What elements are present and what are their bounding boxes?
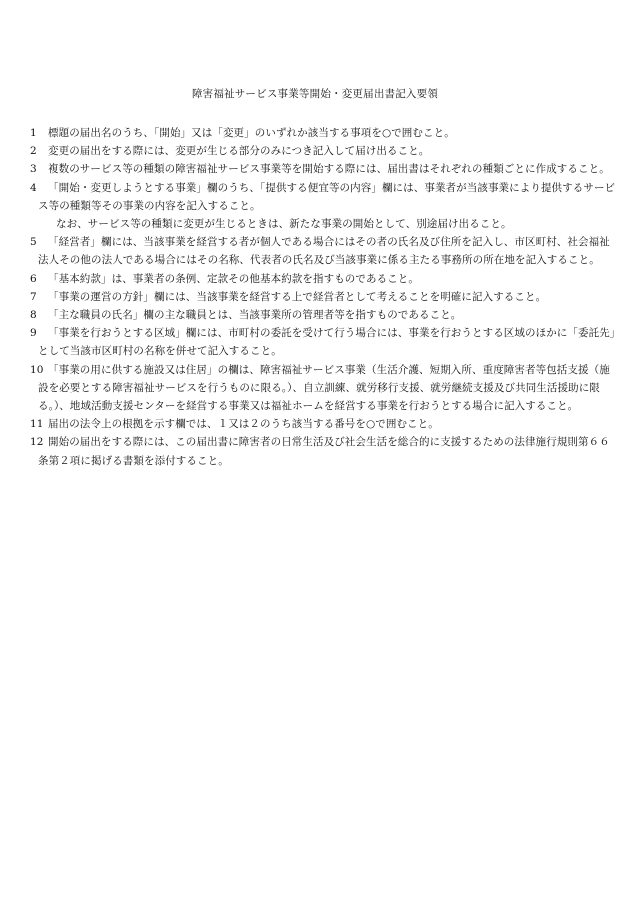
list-item: [20, 179, 616, 215]
list-item: [20, 288, 616, 306]
document-title: 障害福祉サービス事業等開始・変更届出書記入要領: [191, 88, 439, 100]
item-number: 7: [30, 290, 37, 303]
item-number: 1: [30, 127, 37, 139]
item-text: 届出の法令上の根拠を示す欄では、１又は２のうち該当する番号を○で囲むこと。: [48, 418, 439, 431]
item-number: 2: [30, 145, 37, 158]
item-text: 開始の届出をする際には、この届出書に障害者の日常生活及び社会生活を総合的に支援するための法律施行規則第６６条第２項に掲げる書類を添付すること。: [38, 436, 610, 467]
list-item: [20, 270, 616, 288]
item-number: 3: [30, 163, 37, 176]
list-item: [20, 361, 616, 416]
list-item: [20, 433, 616, 469]
item-text: 複数のサービス等の種類の障害福祉サービス事業等を開始する際には、届出書はそれぞれの種類ごとに作成すること。: [48, 163, 610, 176]
list-item: [20, 233, 616, 269]
list-item: [20, 142, 616, 160]
list-item: [20, 160, 616, 178]
item-number: 11: [30, 418, 44, 431]
item-number: 12: [30, 436, 44, 449]
instruction-list: [20, 124, 616, 470]
item-text: 「事業の運営の方針」欄には、当該事業を経営する上で経営者として考えることを明確に記入すること。: [48, 290, 547, 303]
item-number: 10: [30, 363, 44, 376]
item-text: 「経営者」欄には、当該事業を経営する者が個人である場合にはその者の氏名及び住所を記入し、市区町村、社会福祉法人その他の法人である場合にはその名称、代表者の氏名及び当該事業に係る主たる事務所の所在地を記入すること。: [38, 236, 610, 267]
item-note: なお、サービス等の種類に変更が生じるときは、新たな事業の開始として、別途届け出ること。: [56, 218, 512, 231]
item-text: 「基本約款」は、事業者の条例、定款その他基本約款を指すものであること。: [48, 272, 419, 285]
item-number: 5: [30, 236, 37, 249]
item-number: 8: [30, 309, 37, 322]
item-number: 6: [30, 272, 37, 285]
item-text: 「事業を行おうとする区域」欄には、市町村の委託を受けて行う場合には、事業を行おうとする区域のほかに「委託先」として当該市区町村の名称を併せて記入すること。: [38, 327, 616, 358]
item-number: 4: [30, 181, 37, 194]
item-number: 9: [30, 327, 37, 340]
item-text: 「事業の用に供する施設又は住居」の欄は、障害福祉サービス事業（生活介護、短期入所、重度障害者等包括支援（施設を必要とする障害福祉サービスを行うものに限る。）、自立訓練、就労移行支援、就労継続支援及び共同生活援助に限る。）、地域活動支援センターを経営する事業又は福祉ホームを経営する事業を行おうとする場合に記入すること。: [38, 363, 610, 413]
item-text: 「主な職員の氏名」欄の主な職員とは、当該事業所の管理者等を指すものであること。: [48, 309, 462, 322]
list-item: [20, 324, 616, 360]
item-text: 変更の届出をする際には、変更が生じる部分のみにつき記入して届け出ること。: [48, 145, 430, 158]
list-item: [20, 124, 616, 142]
item-text: 「開始・変更しようとする事業」欄のうち、「提供する便宜等の内容」欄には、事業者が当該事業により提供するサービス等の種類等その事業の内容を記入すること。: [38, 181, 616, 212]
list-item: [20, 415, 616, 433]
item-text: 標題の届出名のうち、「開始」又は「変更」のいずれか該当する事項を○で囲むこと。: [48, 127, 455, 139]
list-item: [20, 306, 616, 324]
